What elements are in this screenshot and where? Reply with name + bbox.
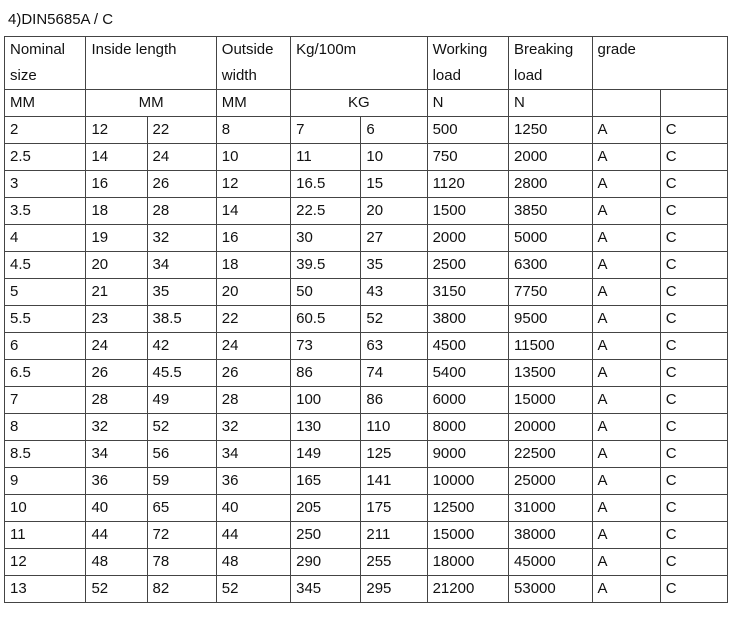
cell-breaking-load: 38000 [509, 522, 592, 549]
cell-grade-c: C [660, 279, 727, 306]
cell-nominal-size: 10 [5, 495, 86, 522]
cell-kg-a: 30 [291, 225, 361, 252]
cell-nominal-size: 4 [5, 225, 86, 252]
cell-grade-a: A [592, 198, 660, 225]
cell-inside-length-max: 35 [147, 279, 216, 306]
cell-inside-length-min: 12 [86, 117, 147, 144]
cell-nominal-size: 9 [5, 468, 86, 495]
cell-outside-width: 48 [216, 549, 290, 576]
cell-inside-length-max: 26 [147, 171, 216, 198]
header-inside-length: Inside length [86, 37, 216, 90]
cell-breaking-load: 25000 [509, 468, 592, 495]
cell-working-load: 500 [427, 117, 508, 144]
cell-inside-length-max: 45.5 [147, 360, 216, 387]
cell-grade-a: A [592, 144, 660, 171]
cell-inside-length-max: 65 [147, 495, 216, 522]
table-row [5, 549, 728, 576]
table-row [5, 522, 728, 549]
cell-breaking-load: 53000 [509, 576, 592, 603]
cell-grade-a: A [592, 306, 660, 333]
cell-grade-c: C [660, 360, 727, 387]
table-row [5, 414, 728, 441]
cell-grade-c: C [660, 576, 727, 603]
cell-working-load: 2500 [427, 252, 508, 279]
cell-breaking-load: 13500 [509, 360, 592, 387]
cell-inside-length-max: 22 [147, 117, 216, 144]
cell-grade-c: C [660, 306, 727, 333]
cell-inside-length-min: 26 [86, 360, 147, 387]
cell-nominal-size: 8 [5, 414, 86, 441]
cell-working-load: 8000 [427, 414, 508, 441]
cell-outside-width: 18 [216, 252, 290, 279]
cell-nominal-size: 4.5 [5, 252, 86, 279]
cell-inside-length-max: 49 [147, 387, 216, 414]
cell-inside-length-min: 32 [86, 414, 147, 441]
unit-nominal-size: MM [5, 90, 86, 117]
cell-inside-length-min: 40 [86, 495, 147, 522]
header-kg-per-100m: Kg/100m [291, 37, 427, 90]
cell-nominal-size: 8.5 [5, 441, 86, 468]
cell-inside-length-min: 44 [86, 522, 147, 549]
cell-kg-c: 110 [361, 414, 427, 441]
cell-kg-c: 125 [361, 441, 427, 468]
chain-spec-table [4, 36, 728, 603]
table-row [5, 279, 728, 306]
cell-working-load: 3150 [427, 279, 508, 306]
table-row [5, 225, 728, 252]
unit-grade-a [592, 90, 660, 117]
cell-kg-a: 60.5 [291, 306, 361, 333]
cell-inside-length-max: 32 [147, 225, 216, 252]
cell-kg-c: 295 [361, 576, 427, 603]
cell-outside-width: 34 [216, 441, 290, 468]
cell-kg-a: 250 [291, 522, 361, 549]
table-row [5, 306, 728, 333]
cell-grade-a: A [592, 468, 660, 495]
cell-grade-c: C [660, 387, 727, 414]
cell-working-load: 1120 [427, 171, 508, 198]
cell-breaking-load: 5000 [509, 225, 592, 252]
cell-inside-length-min: 48 [86, 549, 147, 576]
cell-breaking-load: 22500 [509, 441, 592, 468]
cell-inside-length-max: 78 [147, 549, 216, 576]
document-title: 4)DIN5685A / C [8, 11, 114, 28]
cell-outside-width: 44 [216, 522, 290, 549]
unit-kg: KG [291, 90, 427, 117]
cell-working-load: 21200 [427, 576, 508, 603]
cell-kg-c: 52 [361, 306, 427, 333]
table-row [5, 198, 728, 225]
cell-grade-a: A [592, 387, 660, 414]
cell-outside-width: 36 [216, 468, 290, 495]
header-nominal-size: Nominal size [5, 37, 86, 90]
cell-outside-width: 26 [216, 360, 290, 387]
cell-nominal-size: 2 [5, 117, 86, 144]
cell-inside-length-max: 28 [147, 198, 216, 225]
cell-inside-length-max: 38.5 [147, 306, 216, 333]
unit-row [5, 90, 728, 117]
table-row [5, 333, 728, 360]
cell-inside-length-max: 59 [147, 468, 216, 495]
cell-inside-length-max: 56 [147, 441, 216, 468]
cell-inside-length-min: 36 [86, 468, 147, 495]
table-row [5, 252, 728, 279]
table-row [5, 576, 728, 603]
cell-nominal-size: 7 [5, 387, 86, 414]
cell-nominal-size: 5.5 [5, 306, 86, 333]
unit-breaking-load: N [509, 90, 592, 117]
cell-inside-length-min: 52 [86, 576, 147, 603]
cell-kg-c: 27 [361, 225, 427, 252]
cell-grade-c: C [660, 198, 727, 225]
cell-nominal-size: 6 [5, 333, 86, 360]
cell-breaking-load: 20000 [509, 414, 592, 441]
cell-grade-c: C [660, 441, 727, 468]
cell-grade-c: C [660, 414, 727, 441]
cell-nominal-size: 2.5 [5, 144, 86, 171]
header-row [5, 37, 728, 90]
cell-kg-c: 43 [361, 279, 427, 306]
cell-outside-width: 40 [216, 495, 290, 522]
cell-kg-a: 100 [291, 387, 361, 414]
cell-grade-a: A [592, 549, 660, 576]
cell-grade-a: A [592, 333, 660, 360]
table-row [5, 360, 728, 387]
cell-outside-width: 22 [216, 306, 290, 333]
cell-working-load: 5400 [427, 360, 508, 387]
cell-outside-width: 12 [216, 171, 290, 198]
cell-grade-a: A [592, 441, 660, 468]
cell-working-load: 12500 [427, 495, 508, 522]
cell-grade-c: C [660, 252, 727, 279]
table-row [5, 171, 728, 198]
cell-grade-c: C [660, 495, 727, 522]
cell-outside-width: 14 [216, 198, 290, 225]
cell-kg-a: 16.5 [291, 171, 361, 198]
cell-grade-c: C [660, 549, 727, 576]
cell-kg-c: 74 [361, 360, 427, 387]
cell-inside-length-max: 72 [147, 522, 216, 549]
cell-working-load: 750 [427, 144, 508, 171]
cell-inside-length-min: 21 [86, 279, 147, 306]
cell-breaking-load: 2000 [509, 144, 592, 171]
cell-inside-length-min: 18 [86, 198, 147, 225]
cell-kg-a: 50 [291, 279, 361, 306]
cell-kg-c: 255 [361, 549, 427, 576]
cell-kg-c: 10 [361, 144, 427, 171]
unit-inside-length: MM [86, 90, 216, 117]
cell-kg-a: 345 [291, 576, 361, 603]
cell-outside-width: 52 [216, 576, 290, 603]
cell-grade-a: A [592, 576, 660, 603]
cell-grade-a: A [592, 414, 660, 441]
cell-nominal-size: 12 [5, 549, 86, 576]
cell-working-load: 9000 [427, 441, 508, 468]
cell-kg-c: 15 [361, 171, 427, 198]
cell-kg-a: 290 [291, 549, 361, 576]
cell-kg-a: 39.5 [291, 252, 361, 279]
cell-inside-length-min: 14 [86, 144, 147, 171]
header-grade: grade [592, 37, 727, 90]
cell-grade-c: C [660, 468, 727, 495]
cell-outside-width: 8 [216, 117, 290, 144]
cell-breaking-load: 45000 [509, 549, 592, 576]
cell-grade-a: A [592, 252, 660, 279]
cell-nominal-size: 11 [5, 522, 86, 549]
cell-breaking-load: 11500 [509, 333, 592, 360]
cell-breaking-load: 6300 [509, 252, 592, 279]
cell-grade-a: A [592, 225, 660, 252]
cell-kg-a: 86 [291, 360, 361, 387]
cell-kg-c: 211 [361, 522, 427, 549]
cell-kg-a: 165 [291, 468, 361, 495]
cell-grade-c: C [660, 333, 727, 360]
cell-nominal-size: 5 [5, 279, 86, 306]
table-row [5, 117, 728, 144]
cell-inside-length-max: 82 [147, 576, 216, 603]
header-working-load: Working load [427, 37, 508, 90]
cell-working-load: 1500 [427, 198, 508, 225]
cell-inside-length-min: 28 [86, 387, 147, 414]
cell-kg-a: 11 [291, 144, 361, 171]
cell-kg-a: 149 [291, 441, 361, 468]
cell-nominal-size: 13 [5, 576, 86, 603]
table-row [5, 495, 728, 522]
table-row [5, 387, 728, 414]
cell-inside-length-min: 20 [86, 252, 147, 279]
cell-kg-a: 7 [291, 117, 361, 144]
cell-kg-c: 175 [361, 495, 427, 522]
cell-grade-c: C [660, 117, 727, 144]
cell-nominal-size: 3 [5, 171, 86, 198]
header-outside-width: Outside width [216, 37, 290, 90]
cell-inside-length-max: 24 [147, 144, 216, 171]
cell-breaking-load: 9500 [509, 306, 592, 333]
unit-outside-width: MM [216, 90, 290, 117]
cell-inside-length-min: 34 [86, 441, 147, 468]
cell-outside-width: 10 [216, 144, 290, 171]
table-row [5, 441, 728, 468]
unit-grade-c [660, 90, 727, 117]
cell-grade-a: A [592, 117, 660, 144]
cell-working-load: 3800 [427, 306, 508, 333]
cell-inside-length-max: 42 [147, 333, 216, 360]
cell-inside-length-min: 24 [86, 333, 147, 360]
cell-kg-a: 205 [291, 495, 361, 522]
cell-outside-width: 20 [216, 279, 290, 306]
cell-outside-width: 28 [216, 387, 290, 414]
cell-breaking-load: 15000 [509, 387, 592, 414]
cell-grade-c: C [660, 171, 727, 198]
cell-breaking-load: 2800 [509, 171, 592, 198]
cell-working-load: 18000 [427, 549, 508, 576]
cell-working-load: 2000 [427, 225, 508, 252]
cell-breaking-load: 7750 [509, 279, 592, 306]
cell-working-load: 10000 [427, 468, 508, 495]
table-row [5, 144, 728, 171]
cell-grade-c: C [660, 225, 727, 252]
cell-working-load: 15000 [427, 522, 508, 549]
cell-kg-a: 130 [291, 414, 361, 441]
cell-kg-a: 73 [291, 333, 361, 360]
cell-kg-c: 35 [361, 252, 427, 279]
cell-working-load: 6000 [427, 387, 508, 414]
cell-outside-width: 16 [216, 225, 290, 252]
cell-inside-length-min: 23 [86, 306, 147, 333]
cell-breaking-load: 3850 [509, 198, 592, 225]
cell-outside-width: 32 [216, 414, 290, 441]
cell-grade-a: A [592, 171, 660, 198]
cell-kg-c: 141 [361, 468, 427, 495]
cell-breaking-load: 1250 [509, 117, 592, 144]
cell-grade-a: A [592, 360, 660, 387]
header-breaking-load: Breaking load [509, 37, 592, 90]
cell-outside-width: 24 [216, 333, 290, 360]
cell-inside-length-max: 52 [147, 414, 216, 441]
cell-nominal-size: 3.5 [5, 198, 86, 225]
cell-grade-a: A [592, 522, 660, 549]
cell-nominal-size: 6.5 [5, 360, 86, 387]
cell-kg-c: 6 [361, 117, 427, 144]
unit-working-load: N [427, 90, 508, 117]
table-row [5, 468, 728, 495]
cell-grade-c: C [660, 522, 727, 549]
cell-grade-c: C [660, 144, 727, 171]
cell-working-load: 4500 [427, 333, 508, 360]
cell-grade-a: A [592, 495, 660, 522]
cell-grade-a: A [592, 279, 660, 306]
cell-inside-length-max: 34 [147, 252, 216, 279]
cell-kg-c: 86 [361, 387, 427, 414]
cell-inside-length-min: 16 [86, 171, 147, 198]
cell-kg-c: 63 [361, 333, 427, 360]
cell-kg-a: 22.5 [291, 198, 361, 225]
cell-breaking-load: 31000 [509, 495, 592, 522]
cell-inside-length-min: 19 [86, 225, 147, 252]
cell-kg-c: 20 [361, 198, 427, 225]
